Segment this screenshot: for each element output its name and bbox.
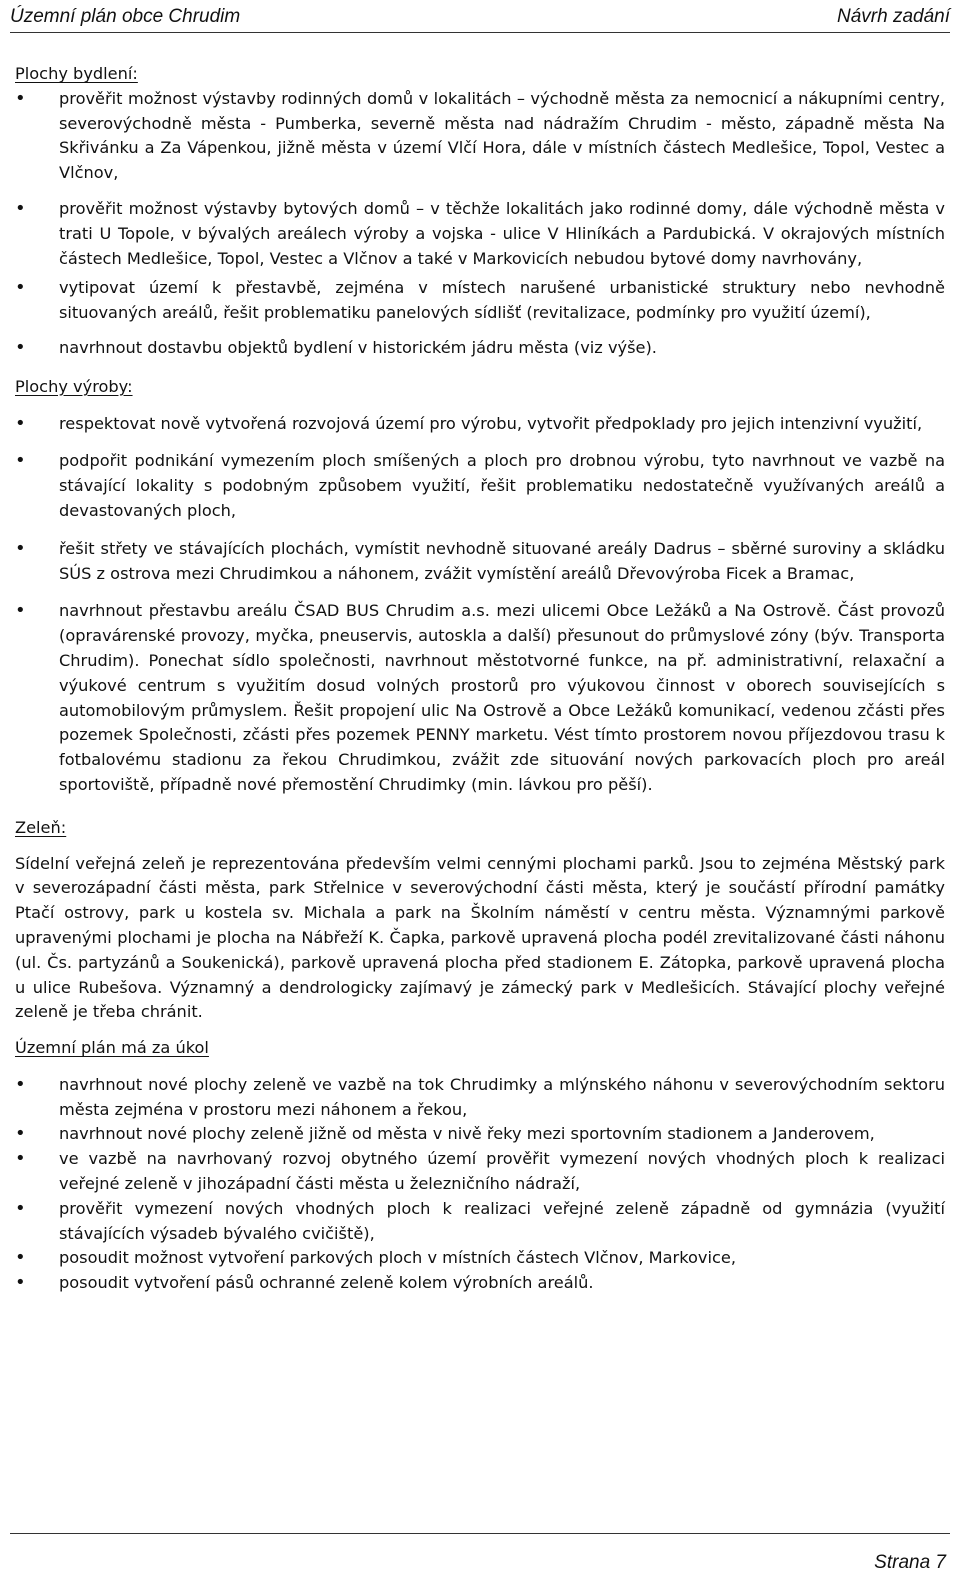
list-item: • respektovat nově vytvořená rozvojová území pro výrobu, vytvořit předpoklady pro jejich intenzivní využití, <box>15 412 945 437</box>
tasks-list <box>15 1073 945 1296</box>
list-item: • navrhnout nové plochy zeleně ve vazbě na tok Chrudimky a mlýnského náhonu v severovýchodním sektoru města zejména v prostoru mezi náhonem a řekou, <box>15 1073 945 1123</box>
production-list <box>15 412 945 798</box>
list-item: • vytipovat území k přestavbě, zejména v místech narušené urbanistické struktury nebo nevhodně situovaných areálů, řešit problematiku panelových sídlišť (revitalizace, podmínky pro využití území), <box>15 276 945 326</box>
page-header <box>10 2 950 33</box>
page-number: Strana 7 <box>874 1552 946 1573</box>
section-heading-greenery: Zeleň: <box>15 817 67 837</box>
list-item: • navrhnout dostavbu objektů bydlení v historickém jádru města (viz výše). <box>15 336 945 361</box>
list-item: • prověřit možnost výstavby rodinných domů v lokalitách – východně města za nemocnicí a nákupními centry, severovýchodně města - Pumberka, severně města nad nádražím Chrudim - město, západně města Na Skřivánku a Za Vápenkou, jižně města v území Vlčí Hora, dále v místních částech Medlešice, Topol, Vestec a Vlčnov, <box>15 87 945 186</box>
list-item: • posoudit možnost vytvoření parkových ploch v místních částech Vlčnov, Markovice, <box>15 1246 945 1271</box>
list-item: • navrhnout nové plochy zeleně jižně od města v nivě řeky mezi sportovním stadionem a Janderovem, <box>15 1122 945 1147</box>
list-item: • řešit střety ve stávajících plochách, vymístit nevhodně situované areály Dadrus – sběrné suroviny a skládku SÚS z ostrova mezi Chrudimkou a náhonem, zvážit vymístění areálů Dřevovýroba Ficek a Bramac, <box>15 537 945 587</box>
list-item: • prověřit vymezení nových vhodných ploch k realizaci veřejné zeleně západně od gymnázia (využití stávajících výsadeb bývalého cvičiště), <box>15 1197 945 1247</box>
housing-list <box>15 87 945 361</box>
section-heading-tasks: Územní plán má za úkol <box>15 1038 209 1058</box>
header-title: Územní plán obce Chrudim <box>10 6 241 27</box>
list-item: • podpořit podnikání vymezením ploch smíšených a ploch pro drobnou výrobu, tyto navrhnout ve vazbě na stávající lokality s podobným způsobem využití, řešit problematiku nedostatečně využívaných areálů a devastovaných ploch, <box>15 449 945 523</box>
document-body <box>15 62 945 1296</box>
header-document-type: Návrh zadání <box>836 6 950 27</box>
greenery-paragraph: Sídelní veřejná zeleň je reprezentována především velmi cennými plochami parků. Jsou to zejména Městský park v severozápadní části města, park Střelnice v severovýchodní části města, který je součástí přírodní památky Ptačí ostrovy, park u kostela sv. Michala a park na Školním náměstí v centru města. Významnými parkově upravenými plochami je plocha na Nábřeží K. Čapka, parkově upravená plocha podél zrevitalizované části náhonu (ul. Čs. partyzánů a Soukenická), parkově upravená plocha před stadionem E. Zátopka, parkově upravená plocha u ulice Rubešova. Významný a dendrologicky zajímavý je zámecký park v Medlešicích. Stávající plochy veřejné zeleně je třeba chránit. <box>15 853 945 1022</box>
list-item: • ve vazbě na navrhovaný rozvoj obytného území prověřit vymezení nových vhodných ploch k realizaci veřejné zeleně v jihozápadní části města u železničního nádraží, <box>15 1147 945 1197</box>
list-item: • prověřit možnost výstavby bytových domů – v těchže lokalitách jako rodinné domy, dále východně města v trati U Topole, v bývalých areálech výroby a vojska - ulice V Hliníkách a Pardubická. V okrajových místních částech Medlešice, Topol, Vestec a Vlčnov a také v Markovicích nebudou bytové domy navrhovány, <box>15 197 945 271</box>
section-heading-production: Plochy výroby: <box>15 376 133 396</box>
section-heading-housing: Plochy bydlení: <box>15 64 138 83</box>
list-item: • navrhnout přestavbu areálu ČSAD BUS Chrudim a.s. mezi ulicemi Obce Ležáků a Na Ostrově. Část provozů (opravárenské provozy, myčka, pneuservis, autoskla a další) přesunout do průmyslové zóny (býv. Transporta Chrudim). Ponechat sídlo společnosti, navrhnout městotvorné funkce, na př. administrativní, relaxační a výukové centrum s využitím dosud volných prostorů pro výukovou činnost v oborech souvisejících s automobilovým průmyslem. Řešit propojení ulic Na Ostrově a Obce Ležáků komunikací, vedenou zčásti přes pozemek Společnosti, zčásti přes pozemek PENNY marketu. Vést tímto prostorem novou příjezdovou trasu k fotbalovému stadionu za řekou Chrudimkou, zvážit zde situování nových parkovacích ploch pro areál sportoviště, případně nové přemostění Chrudimky (min. lávkou pro pěší). <box>15 599 945 797</box>
list-item: • posoudit vytvoření pásů ochranné zeleně kolem výrobních areálů. <box>15 1271 945 1296</box>
page-footer <box>10 1533 950 1574</box>
